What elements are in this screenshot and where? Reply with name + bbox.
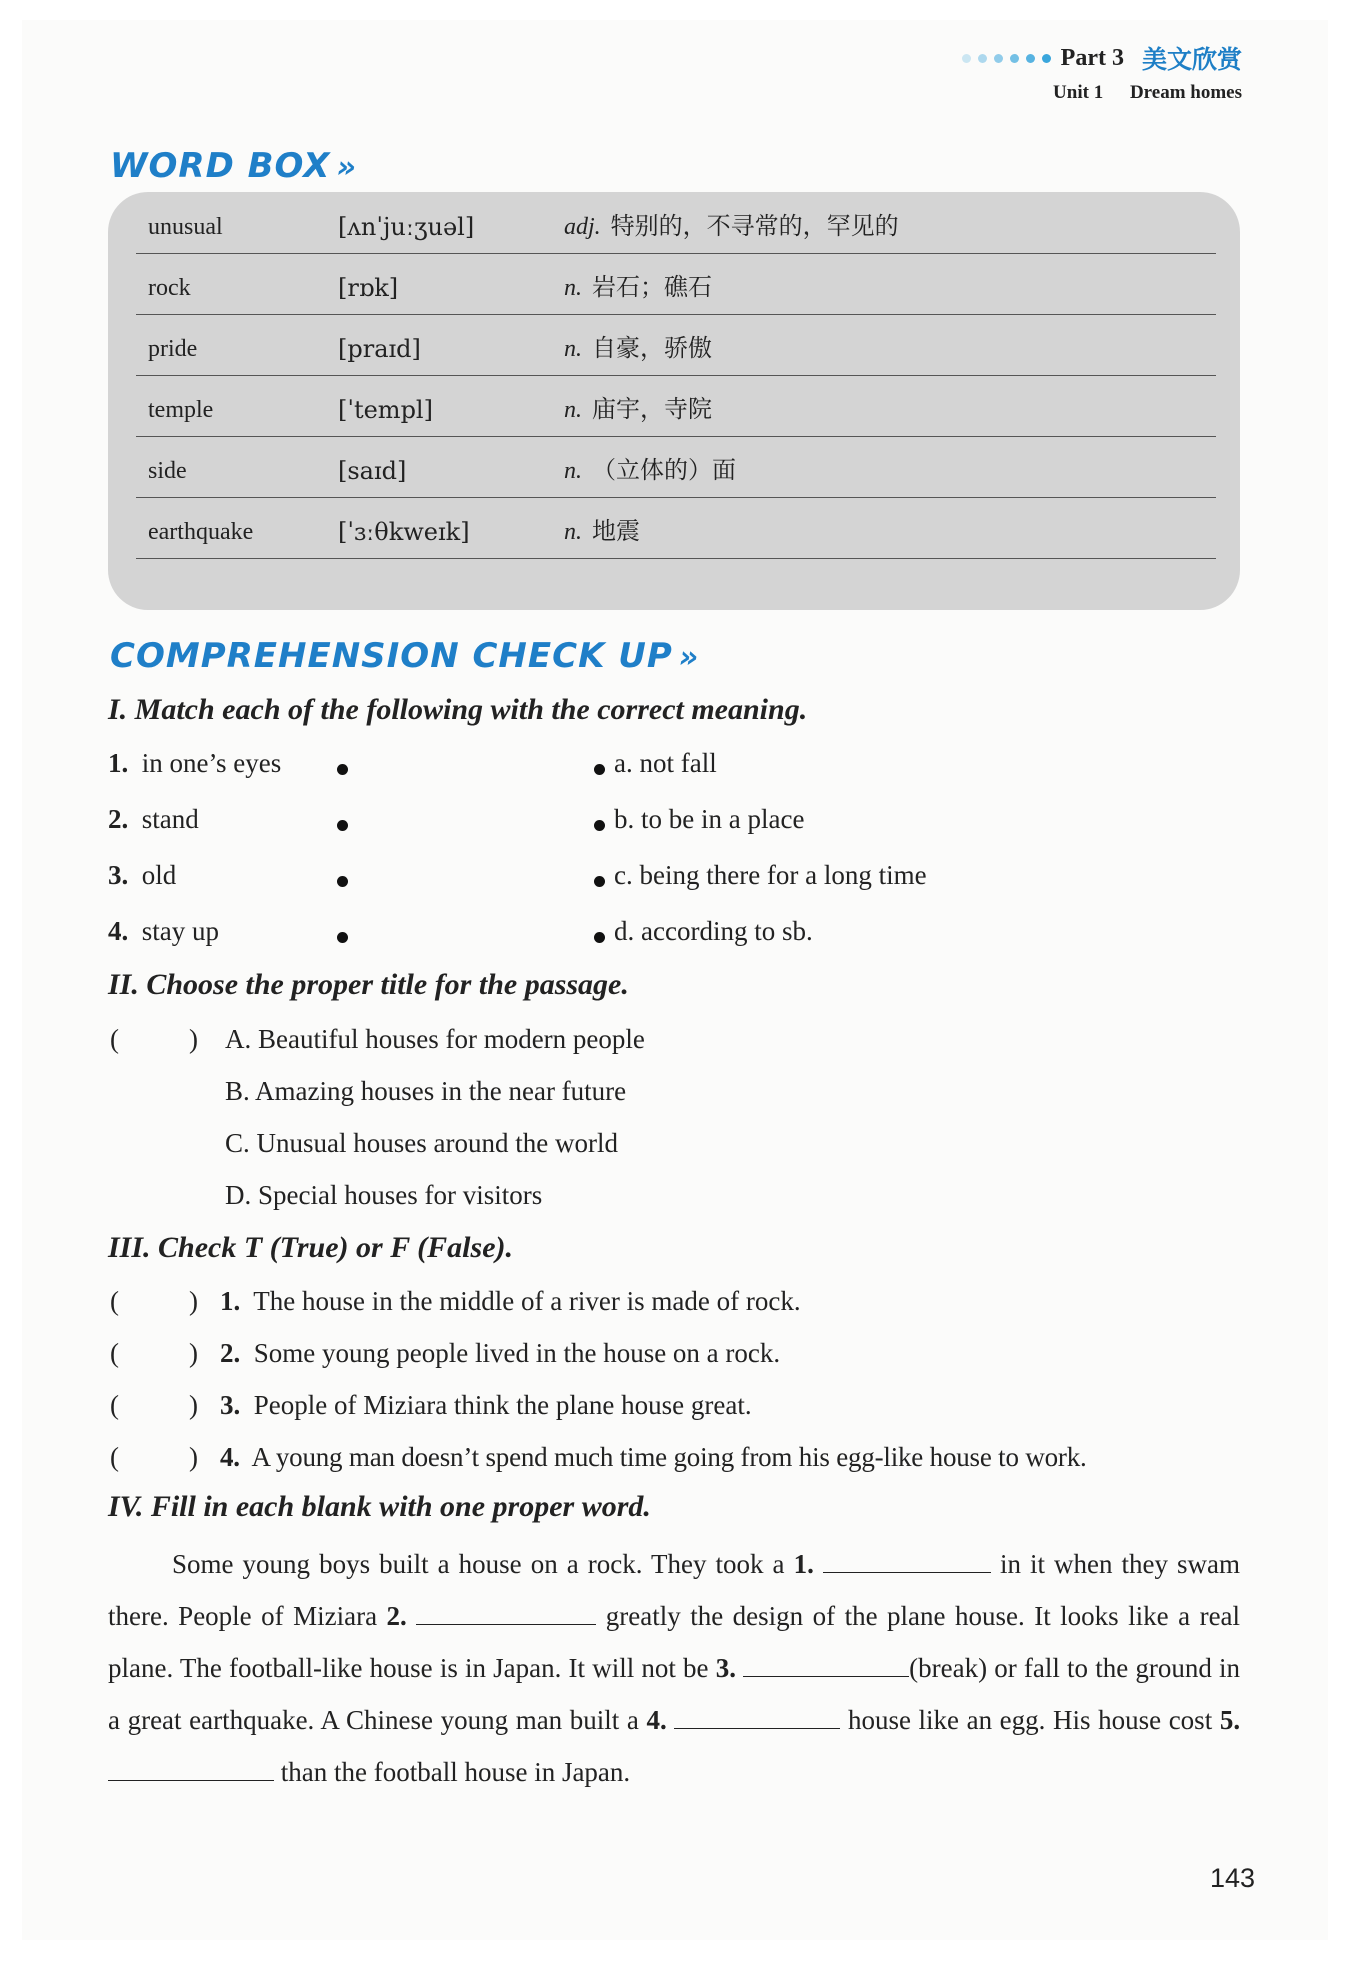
match-left-item: 4. stay up: [108, 916, 219, 946]
double-chevron-icon: »: [336, 150, 357, 185]
part1-heading: I. Match each of the following with the correct meaning.: [108, 693, 808, 726]
match-dot[interactable]: [594, 932, 605, 943]
fill-in-paragraph: Some young boys built a house on a rock. They took a 1. in it when they swam there. People of Miziara 2. greatly the design of the plane house. It looks like a real plane. The football-like house is in Japan. It will not be 3. (break) or fall to the ground in a great earthquake. A Chinese young man built a 4. house like an egg. His house cost 5. than the football house in Japan.: [108, 1549, 1241, 1787]
match-dot[interactable]: [337, 820, 348, 831]
blank-5[interactable]: [108, 1758, 274, 1781]
blank-4[interactable]: [674, 1706, 840, 1729]
word-box: [108, 192, 1240, 610]
part2-heading: II. Choose the proper title for the passage.: [108, 968, 629, 1001]
unit-label: Unit 1: [1053, 82, 1104, 103]
match-right-item: a. not fall: [614, 748, 717, 778]
answer-bracket[interactable]: ( ): [110, 1442, 198, 1472]
match-dot[interactable]: [337, 764, 348, 775]
match-right-item: b. to be in a place: [614, 804, 805, 834]
option-a: A. Beautiful houses for modern people: [225, 1024, 645, 1054]
page-header: [962, 40, 1242, 104]
word-row: pride [praɪd] n. 自豪，骄傲: [136, 314, 1216, 376]
answer-bracket[interactable]: ( ): [110, 1338, 198, 1368]
tf-item: 4. A young man doesn’t spend much time going from his egg-like house to work.: [220, 1442, 1087, 1472]
word-row: side [saɪd] n. （立体的）面: [136, 436, 1216, 498]
word-row: rock [rɒk] n. 岩石；礁石: [136, 253, 1216, 315]
word-box-title: WORD BOX »: [110, 146, 357, 186]
match-left-item: 1. in one’s eyes: [108, 748, 282, 778]
answer-bracket[interactable]: ( ): [110, 1286, 198, 1316]
unit-title: Dream homes: [1129, 82, 1242, 103]
tf-item: 2. Some young people lived in the house on a rock.: [220, 1338, 781, 1368]
match-dot[interactable]: [594, 764, 605, 775]
part4-heading: IV. Fill in each blank with one proper word.: [108, 1490, 651, 1523]
blank-1[interactable]: [823, 1550, 991, 1573]
word-row: earthquake [ˈɜːθkweɪk] n. 地震: [136, 497, 1216, 559]
part3-heading: III. Check T (True) or F (False).: [108, 1231, 513, 1264]
match-dot[interactable]: [337, 876, 348, 887]
page-number: 143: [1209, 1863, 1255, 1893]
match-right-item: d. according to sb.: [614, 916, 813, 946]
word-row: unusual [ʌnˈjuːʒuəl] adj. 特别的，不寻常的，罕见的: [136, 192, 1216, 254]
word-row: temple [ˈtempl] n. 庙宇，寺院: [136, 375, 1216, 437]
blank-2[interactable]: [416, 1602, 596, 1625]
match-left-item: 3. old: [108, 860, 177, 890]
part-chinese-title: 美文欣赏: [1141, 45, 1242, 74]
match-left-item: 2. stand: [108, 804, 199, 834]
decorative-dots: [962, 54, 1051, 63]
match-right-item: c. being there for a long time: [614, 860, 927, 890]
match-dot[interactable]: [594, 876, 605, 887]
answer-bracket[interactable]: ( ): [110, 1390, 198, 1420]
match-dot[interactable]: [337, 932, 348, 943]
option-d: D. Special houses for visitors: [225, 1180, 543, 1210]
option-b: B. Amazing houses in the near future: [225, 1076, 627, 1106]
tf-item: 1. The house in the middle of a river is made of rock.: [220, 1286, 801, 1316]
tf-item: 3. People of Miziara think the plane house great.: [220, 1390, 752, 1420]
double-chevron-icon: »: [678, 640, 700, 675]
blank-3[interactable]: [743, 1654, 909, 1677]
comprehension-title: COMPREHENSION CHECK UP »: [110, 636, 700, 676]
match-dot[interactable]: [594, 820, 605, 831]
answer-bracket[interactable]: ( ): [110, 1024, 198, 1054]
part-label: Part 3: [1060, 44, 1124, 71]
option-c: C. Unusual houses around the world: [225, 1128, 618, 1158]
